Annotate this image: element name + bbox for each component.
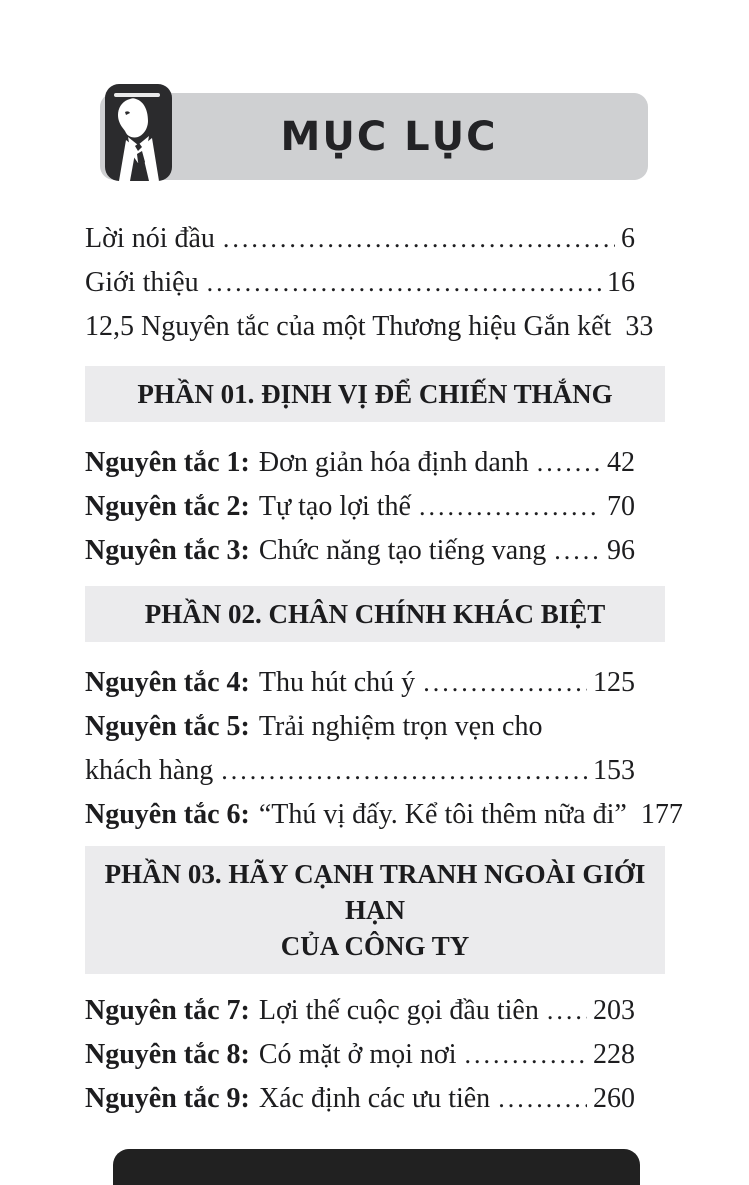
toc-entry-page: 228 [593,1039,635,1070]
toc-entry-nguyen-tac-3 [85,536,635,566]
dot-leader [423,668,587,698]
toc-entry-12-5-nguyen-tac [85,311,654,342]
toc-entry-page: 260 [593,1083,635,1114]
section-heading-phan-03 [85,846,665,974]
man-in-suit-silhouette-icon [105,84,172,181]
toc-entry-page: 70 [607,491,635,522]
toc-entry-title: Trải nghiệm trọn vẹn cho [258,711,543,742]
section-heading-text-line2: CỦA CÔNG TY [280,931,470,961]
toc-entry-label: Nguyên tắc 1: [85,447,250,478]
toc-entry-nguyen-tac-1 [85,448,635,478]
toc-entry-label: Nguyên tắc 4: [85,667,250,698]
toc-entry-gioi-thieu [85,268,635,298]
toc-entry-nguyen-tac-6 [85,799,683,830]
toc-entry-title: Chức năng tạo tiếng vang [258,535,547,566]
toc-entry-page: 177 [640,799,683,830]
toc-entry-page: 203 [593,995,635,1026]
dot-leader [223,224,615,254]
toc-entry-nguyen-tac-5-line1 [85,712,635,742]
dot-leader [221,756,587,786]
section-heading-text: PHẦN 03. HÃY CẠNH TRANH NGOÀI GIỚI HẠN [104,859,646,925]
toc-entry-label: Nguyên tắc 2: [85,491,250,522]
toc-entry-title: Giới thiệu [85,267,199,298]
toc-entry-page: 6 [621,223,635,254]
toc-entry-title: Có mặt ở mọi nơi [258,1039,457,1070]
dot-leader [547,996,587,1026]
toc-entry-title: Tự tạo lợi thế [258,491,411,522]
toc-entry-label: Nguyên tắc 6: [85,799,250,830]
toc-entry-nguyen-tac-9 [85,1084,635,1114]
page-title: MỤC LỤC [280,113,498,160]
toc-entry-label: Nguyên tắc 8: [85,1039,250,1070]
section-heading-phan-01 [85,366,665,422]
toc-entry-nguyen-tac-2 [85,492,635,522]
toc-entry-title: Thu hút chú ý [258,667,416,698]
toc-entry-page: 153 [593,755,635,786]
toc-entry-page: 125 [593,667,635,698]
toc-entry-title: khách hàng [85,755,214,786]
dot-leader [419,492,601,522]
toc-entry-nguyen-tac-7 [85,996,635,1026]
toc-entry-title: Lợi thế cuộc gọi đầu tiên [258,995,539,1026]
toc-entry-nguyen-tac-4 [85,668,635,698]
logo-silhouette-graphic [105,84,172,181]
toc-entry-title: Lời nói đầu [85,223,215,254]
toc-entry-label: Nguyên tắc 3: [85,535,250,566]
toc-content [85,223,683,1128]
toc-entry-nguyen-tac-5-line2 [85,756,635,786]
footer-banner [113,1149,640,1185]
toc-entry-title: “Thú vị đấy. Kể tôi thêm nữa đi” [258,799,627,830]
toc-entry-title: 12,5 Nguyên tắc của một Thương hiệu Gắn kết [85,311,612,342]
dot-leader [498,1084,587,1114]
section-heading-text: PHẦN 01. ĐỊNH VỊ ĐỂ CHIẾN THẮNG [137,379,613,409]
header-banner [100,93,648,180]
toc-entry-page: 16 [607,267,635,298]
dot-leader [554,536,601,566]
toc-entry-page: 96 [607,535,635,566]
toc-entry-label: Nguyên tắc 9: [85,1083,250,1114]
toc-entry-title: Xác định các ưu tiên [258,1083,491,1114]
toc-entry-label: Nguyên tắc 5: [85,711,250,742]
toc-entry-label: Nguyên tắc 7: [85,995,250,1026]
toc-entry-nguyen-tac-8 [85,1040,635,1070]
dot-leader [207,268,601,298]
toc-entry-page: 33 [625,311,654,342]
toc-entry-loi-noi-dau [85,224,635,254]
toc-entry-page: 42 [607,447,635,478]
dot-leader [537,448,601,478]
section-heading-phan-02 [85,586,665,642]
dot-leader [465,1040,588,1070]
toc-entry-title: Đơn giản hóa định danh [258,447,529,478]
section-heading-text: PHẦN 02. CHÂN CHÍNH KHÁC BIỆT [144,599,606,629]
